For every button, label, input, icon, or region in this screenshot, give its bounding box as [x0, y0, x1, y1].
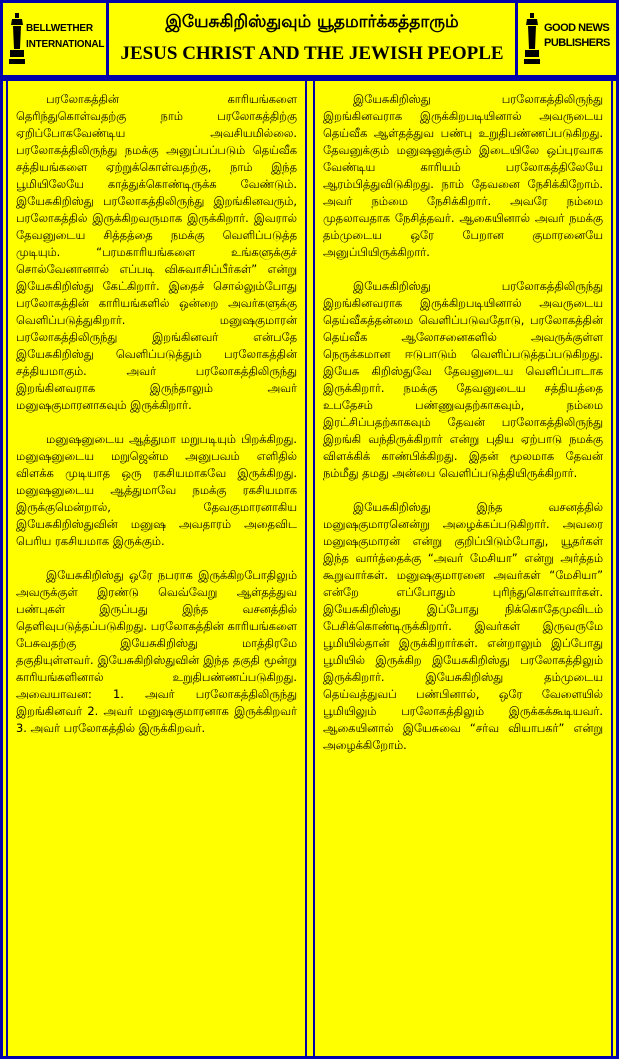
english-title: JESUS CHRIST AND THE JEWISH PEOPLE [120, 43, 504, 64]
good-news-logo-mark [524, 13, 618, 65]
lantern-icon [9, 13, 25, 65]
header-banner [0, 0, 619, 78]
left-paragraph-3: இயேசுகிறிஸ்து ஒரே நபராக இருக்கிறபோதிலும் அவருக்குள் இரண்டு வெவ்வேறு ஆள்தத்துவ பண்புகள் இருப்பது இந்த வசனத்தில் தெளிவுபடுத்தப்படுகிறது. பரலோகத்தின் காரியங்களை பேசுவதற்கு இயேசுகிறிஸ்து மாத்திரமே தகுதியுள்ளவர். இயேசுகிறிஸ்துவின் இந்த தகுதி மூன்று காரியங்களினால் உறுதிபண்ணப்படுகிறது. அவையாவன: 1. அவர் பரலோகத்திலிருந்து இறங்கினவர் 2. அவர் மனுஷகுமாரனாக இருக்கிறவர் 3. அவர் பரலோகத்தில் இருக்கிறவர். [16, 568, 297, 735]
tamil-title: இயேசுகிறிஸ்துவும் யூதமார்க்கத்தாரும் [165, 12, 459, 32]
logo-line2: PUBLISHERS [544, 37, 610, 49]
logo-line1: GOOD NEWS [544, 22, 610, 34]
right-paragraph-2: இயேசுகிறிஸ்து பரலோகத்திலிருந்து இறங்கினவராக இருக்கிறபடியினால் அவருடைய தெய்வீகத்தன்மை வெளிப்படுவதோடு, பரலோகத்தின் தெய்வீக ஆலோசனைகளில் அவருக்குள்ள நெருக்கமான ஈடுபாடும் வெளிப்படுத்தப்படுகிறது. இயேசு கிறிஸ்துவே தேவனுடைய வெளிப்பாடாக இருக்கிறார். நமக்கு தேவனுடைய சத்தியத்தை உபதேசம் பண்ணுவதற்காகவும், நம்மை இரட்சிப்பதற்காகவும் தேவன் பரலோகத்திலிருந்து இறங்கி வந்திருக்கிறார் என்று புதிய ஏற்பாடு நமக்கு விளக்கிக் காண்பிக்கிறது. இதன் மூலமாக தேவன் நம்மீது தமது அன்பை வெளிப்படுத்தியிருக்கிறார். [323, 279, 603, 480]
logo-line2: INTERNATIONAL [26, 39, 105, 50]
right-column [313, 81, 613, 1056]
bellwether-logo [3, 3, 109, 75]
left-column [6, 81, 307, 1056]
bellwether-logo-mark [9, 13, 103, 65]
right-paragraph-1: இயேசுகிறிஸ்து பரலோகத்திலிருந்து இறங்கினவராக இருக்கிறபடியினால் அவருடைய தெய்வீக ஆள்தத்துவ பண்பு உறுதிபண்ணப்படுகிறது. தேவனுக்கும் மனுஷனுக்கும் இடையிலே ஒப்புரவாக வேண்டிய காரியம் பரலோகத்திலேயே ஆரம்பித்துவிடுகிறது. நாம் தேவனை நேசிக்கிறோம். அவர் நம்மை நேசிக்கிறார். அவரே நம்மை முதலாவதாக நேசித்தவர். ஆகையினால் அவர் நமக்கு தம்முடைய ஒரே பேறான குமாரனையே அனுப்பியிருக்கிறார். [323, 92, 603, 259]
lantern-icon [524, 13, 540, 65]
logo-line1: BELLWETHER [26, 23, 93, 34]
article-body [0, 78, 619, 1059]
title-box [109, 3, 515, 75]
left-paragraph-1: பரலோகத்தின் காரியங்களை தெரிந்துகொள்வதற்கு நாம் பரலோகத்திற்கு ஏறிப்போகவேண்டிய அவசியமில்லை. பரலோகத்திலிருந்து நமக்கு அனுப்பப்படும் தெய்வீக சத்தியங்களை ஏற்றுக்கொள்வதற்கு, நாம் இந்த பூமியிலேயே காத்துக்கொண்டிருக்க வேண்டும். இயேசுகிறிஸ்து பரலோகத்திலிருந்து இறங்கினவரும், பரலோகத்தில் இருக்கிறவருமாக இருக்கிறார். இவரால் தேவனுடைய சித்தத்தை நமக்கு வெளிப்படுத்த முடியும். “பரமகாரியங்களை உங்களுக்குச் சொல்வேனானால் எப்படி விசுவாசிப்பீர்கள்” என்று இயேசுகிறிஸ்து கேட்கிறார். இதைச் சொல்லும்போது பரலோகத்தின் காரியங்களில் ஒன்றை அவர்களுக்கு வெளிப்படுத்துகிறார். மனுஷகுமாரன் பரலோகத்திலிருந்து இறங்கினவர் என்பதே இயேசுகிறிஸ்து வெளிப்படுத்தும் பரலோகத்தின் சத்தியமாகும். அவர் பரலோகத்திலிருந்து இறங்கினவராக இருந்தாலும் அவர் மனுஷகுமாரனாகவும் இருக்கிறார். [16, 92, 297, 412]
right-paragraph-3: இயேசுகிறிஸ்து இந்த வசனத்தில் மனுஷகுமாரனென்று அழைக்கப்படுகிறார். அவரை மனுஷகுமாரன் என்று குறிப்பிடும்போது, யூதர்கள் இந்த வார்த்தைக்கு “அவர் மேசியா” என்று அர்த்தம் கூறுவார்கள். மனுஷகுமாரனை அவர்கள் “மேசியா” என்றே எப்போதும் புரிந்துகொள்வார்கள். இயேசுகிறிஸ்து இப்போது நிக்கொதேமுவிடம் பேசிக்கொண்டிருக்கிறார். இவர்கள் இருவருமே பூமியில்தான் இருக்கிறார்கள். என்றாலும் இப்போது பூமியில் இருக்கிற இயேசுகிறிஸ்து பரலோகத்திலும் இருக்கிறார். இயேசுகிறிஸ்து தம்முடைய தெய்வத்துவப் பண்பினால், ஒரே வேளையில் பூமியிலும் பரலோகத்திலும் இருக்கக்கூடியவர். ஆகையினால் இயேசுவை “சர்வ வியாபகர்” என்று அழைக்கிறோம். [323, 500, 603, 752]
good-news-logo [515, 3, 616, 75]
left-paragraph-2: மனுஷனுடைய ஆத்துமா மறுபடியும் பிறக்கிறது. மனுஷனுடைய மறுஜென்ம அனுபவம் எளிதில் விளக்க முடியாத ஒரு ரகசியமாகவே இருக்கிறது. மனுஷனுடைய ஆத்துமாவே நமக்கு ரகசியமாக இருக்குமென்றால், தேவகுமாரனாகிய இயேசுகிறிஸ்துவின் மனுஷ அவதாரம் அதைவிட பெரிய ரகசியமாக இருக்கும். [16, 432, 297, 548]
